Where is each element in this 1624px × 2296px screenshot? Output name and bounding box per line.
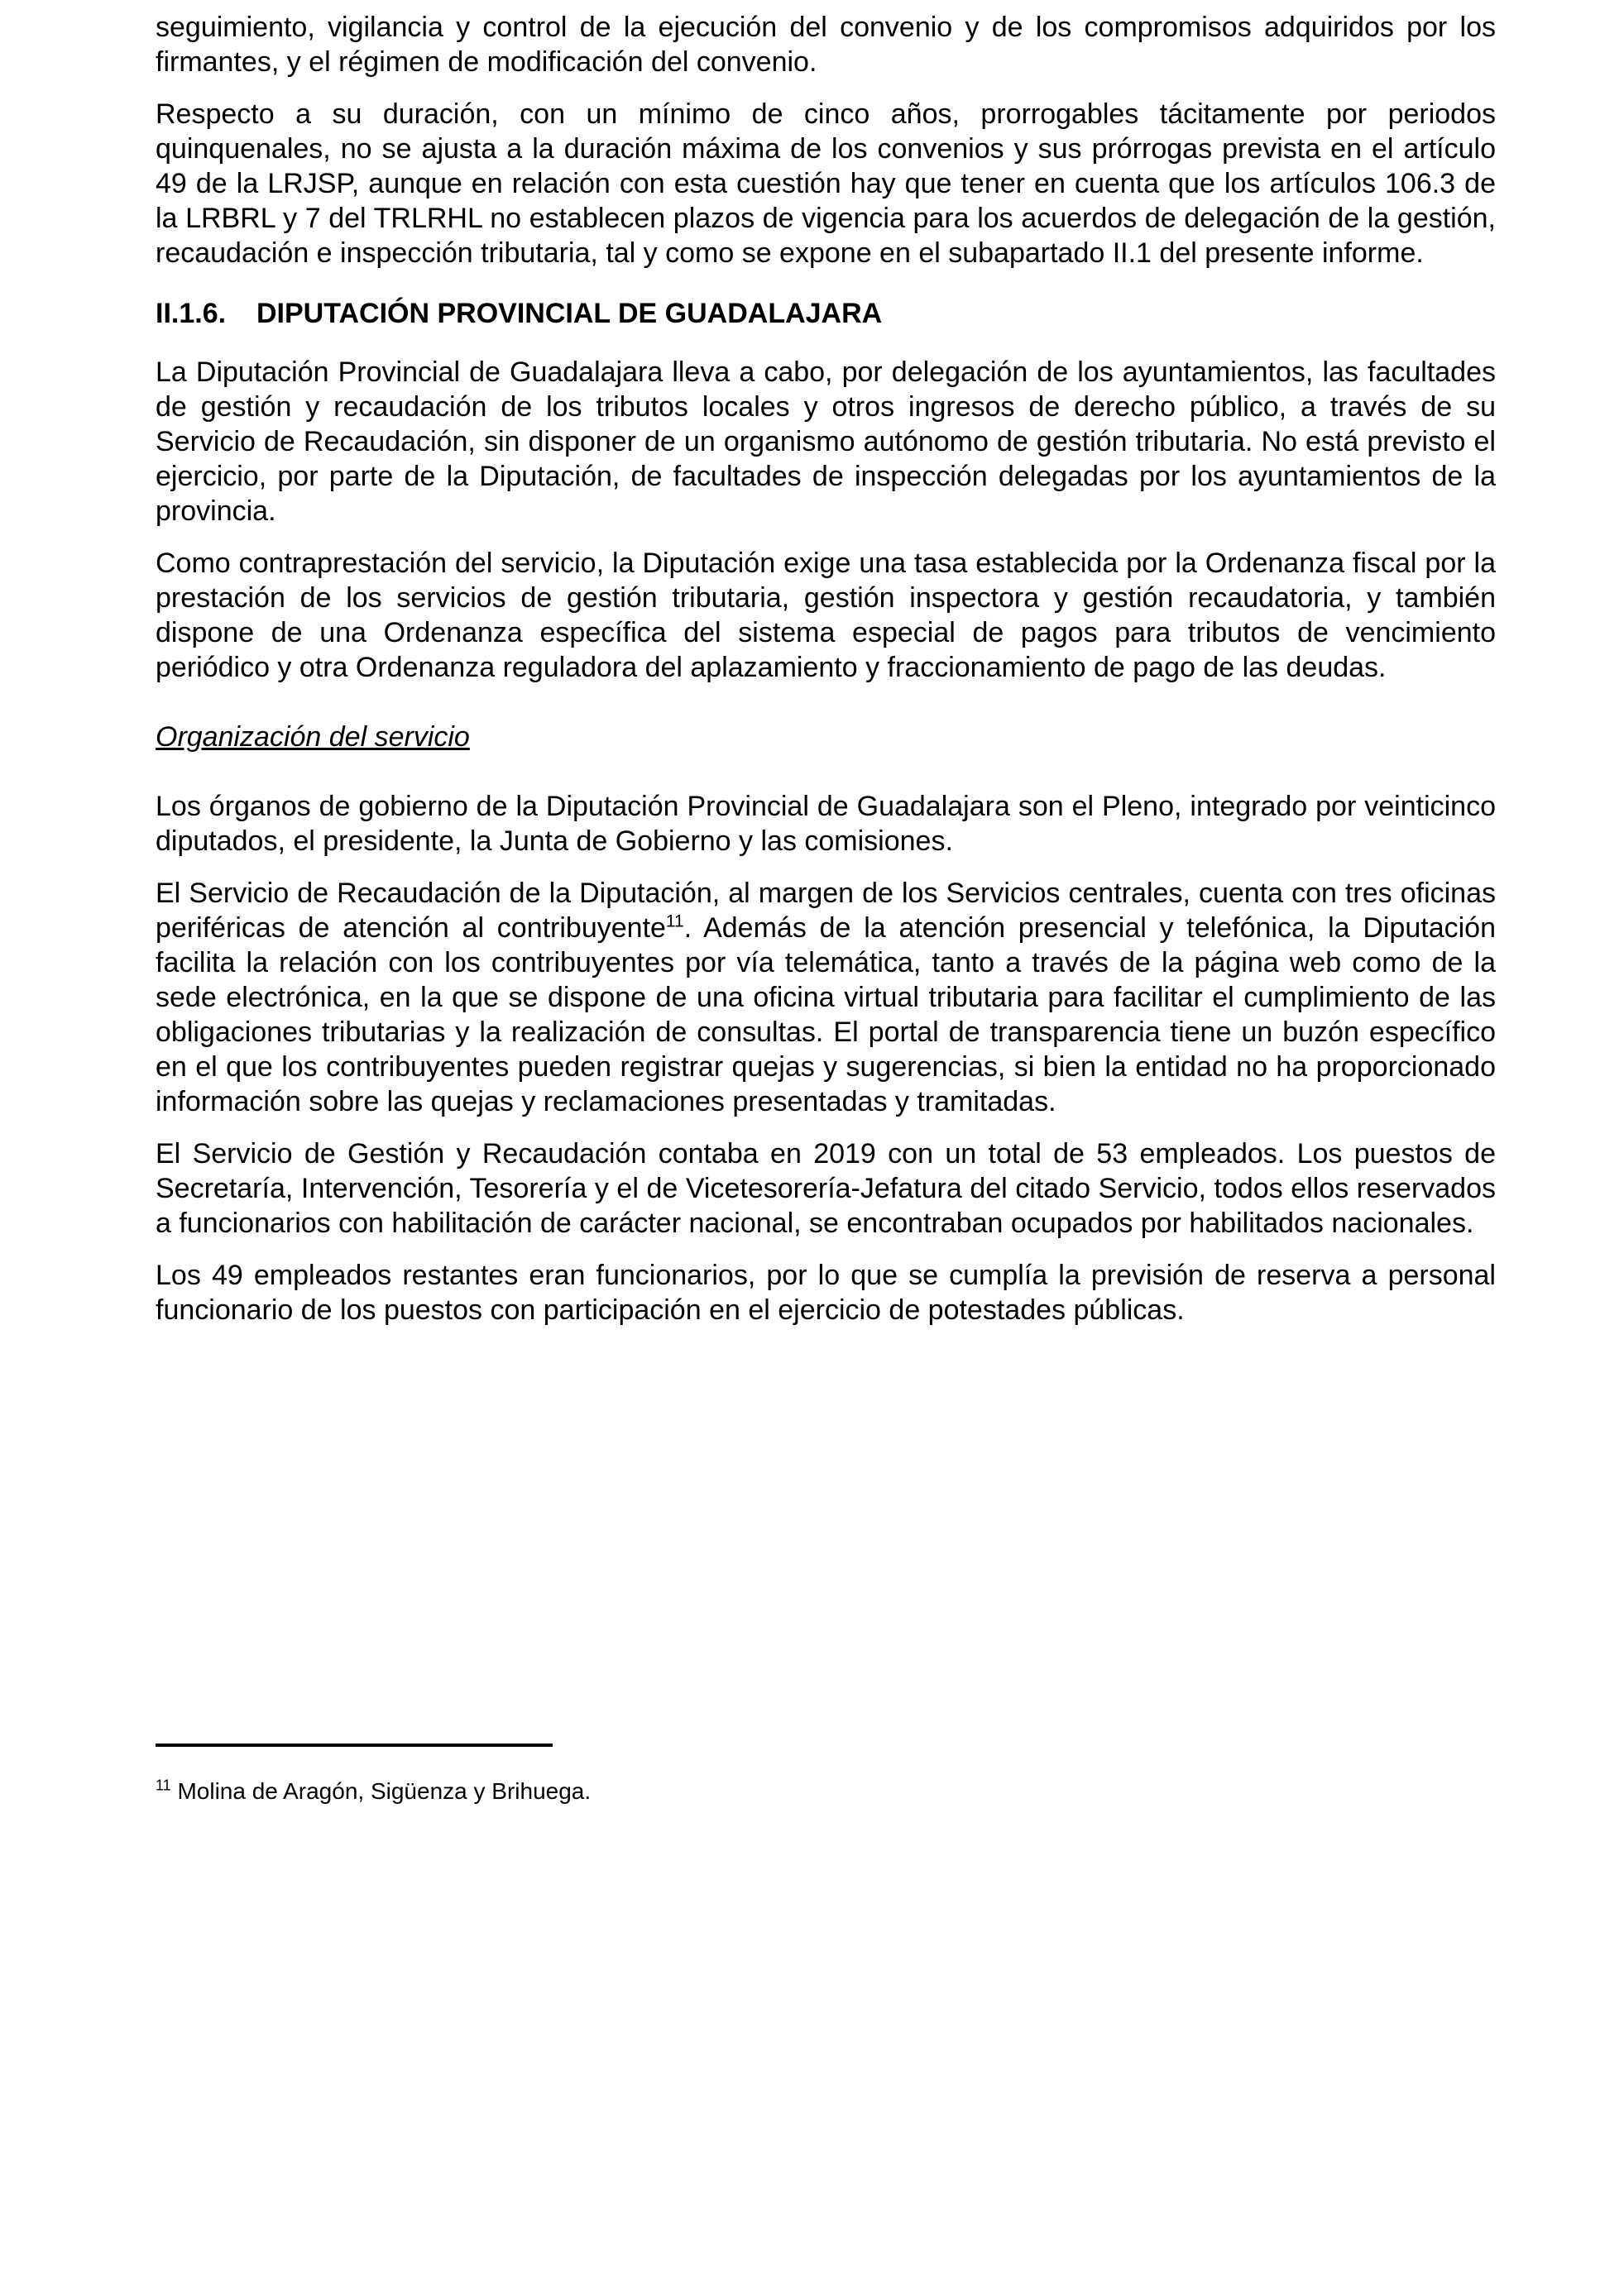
footnote-marker-11: 11	[156, 1777, 171, 1794]
paragraph-intro-1: seguimiento, vigilancia y control de la ejecución del convenio y de los compromisos adquiridos por los firmantes, y el régimen de modificación del convenio.	[156, 12, 1496, 78]
footnote-separator-rule	[156, 1744, 553, 1747]
footnote-body: Molina de Aragón, Sigüenza y Brihuega.	[170, 1778, 592, 1804]
paragraph-intro-2: Respecto a su duración, con un mínimo de cinco años, prorrogables tácitamente por periodos quinquenales, no se ajusta a la duración máxima de los convenios y sus prórrogas prevista en el artículo 49 de la LRJSP, aunque en relación con esta cuestión hay que tener en cuenta que los artículos 106.3 de la LRBRL y 7 del TRLRHL no establecen plazos de vigencia para los acuerdos de delegación de la gestión, recaudación e inspección tributaria, tal y como se expone en el subapartado II.1 del presente informe.	[156, 98, 1496, 269]
paragraph-remaining-staff: Los 49 empleados restantes eran funcionarios, por lo que se cumplía la previsión de reserva a personal funcionario de los puestos con participación en el ejercicio de potestades públicas.	[156, 1260, 1496, 1326]
footnote-reference-11: 11	[665, 911, 684, 931]
paragraph-service-offices	[156, 876, 1496, 1119]
section-heading	[156, 295, 1496, 332]
footnote-area	[156, 1744, 1496, 1806]
section-title: DIPUTACIÓN PROVINCIAL DE GUADALAJARA	[256, 298, 883, 329]
page-body	[156, 10, 1496, 1345]
paragraph-service-offices-continued: . Además de la atención presencial y telefónica, la Diputación facilita la relación con los contribuyentes por vía telemática, tanto a través de la página web como de la sede electrónica, en la que se dispone de una oficina virtual tributaria para facilitar el cumplimiento de las obligaciones tributarias y la realización de consultas. El portal de transparencia tiene un buzón específico en el que los contribuyentes pueden registrar quejas y sugerencias, si bien la entidad no ha proporcionado información sobre las quejas y reclamaciones presentadas y tramitadas.	[156, 912, 1496, 1117]
section-number: II.1.6.	[156, 298, 227, 329]
paragraph-governing-organs: Los órganos de gobierno de la Diputación Provincial de Guadalajara son el Pleno, integrado por veinticinco diputados, el presidente, la Junta de Gobierno y las comisiones.	[156, 791, 1496, 857]
paragraph-service-offices-text: El Servicio de Recaudación de la Diputación, al margen de los Servicios centrales, cuenta con tres oficinas periféricas de atención al contribuyente	[156, 878, 1496, 944]
footnote-text	[156, 1777, 1496, 1806]
paragraph-section-1: La Diputación Provincial de Guadalajara lleva a cabo, por delegación de los ayuntamientos, las facultades de gestión y recaudación de los tributos locales y otros ingresos de derecho público, a través de su Servicio de Recaudación, sin disponer de un organismo autónomo de gestión tributaria. No está previsto el ejercicio, por parte de la Diputación, de facultades de inspección delegadas por los ayuntamientos de la provincia.	[156, 356, 1496, 527]
subsection-heading: Organización del servicio	[156, 721, 470, 753]
paragraph-staff: El Servicio de Gestión y Recaudación contaba en 2019 con un total de 53 empleados. Los puestos de Secretaría, Intervención, Tesorería y el de Vicetesorería-Jefatura del citado Servicio, todos ellos reservados a funcionarios con habilitación de carácter nacional, se encontraban ocupados por habilitados nacionales.	[156, 1138, 1496, 1239]
paragraph-section-2: Como contraprestación del servicio, la Diputación exige una tasa establecida por la Ordenanza fiscal por la prestación de los servicios de gestión tributaria, gestión inspectora y gestión recaudatoria, y también dispone de una Ordenanza específica del sistema especial de pagos para tributos de vencimiento periódico y otra Ordenanza reguladora del aplazamiento y fraccionamiento de pago de las deudas.	[156, 548, 1496, 683]
